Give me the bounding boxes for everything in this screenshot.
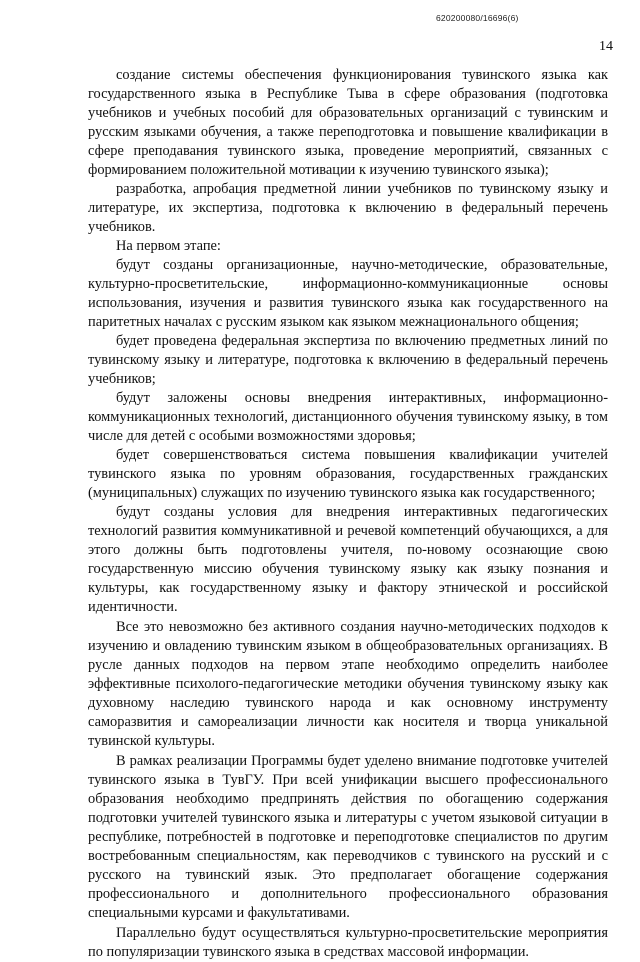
paragraph: Все это невозможно без активного создания научно-методических подходов к изучению и овладению тувинским языком в общеобразовательных организациях. В русле данных подходов на первом этапе необходимо определить наиболее эффективные психолого-педагогические методики обучения тувинскому языку как духовному наследию тувинского народа и как основному инструменту саморазвития и самореализации личности как носителя и творца уникальной тувинской культуры. [88,619,608,749]
page-number: 14 [599,39,613,54]
paragraph: будут заложены основы внедрения интерактивных, информационно-коммуникационных технологий, дистанционного обучения тувинскому языку, в том числе для детей с особыми возможностями здоровья; [88,390,608,444]
paragraph: будут созданы условия для внедрения интерактивных педагогических технологий развития коммуникативной и речевой компетенций обучающихся, а для этого должны быть подготовлены учителя, по-новому осознающие свою государственную миссию обучения тувинскому языку как языку познания и культуры, как государственному языку и фактору этнической и российской идентичности. [88,504,608,615]
paragraph: будет проведена федеральная экспертиза по включению предметных линий по тувинскому языку и литературе, подготовка к включению в федеральный перечень учебников; [88,333,608,387]
paragraph: На первом этапе: [116,238,221,254]
paragraph: будет совершенствоваться система повышения квалификации учителей тувинского языка по уровням образования, государственных гражданских (муниципальных) служащих по изучению тувинского языка как государственного; [88,447,608,501]
paragraph: создание системы обеспечения функционирования тувинского языка как государственного языка в Республике Тыва в сфере образования (подготовка учебников и учебных пособий для образовательных организаций с тувинским и русским языками обучения, а также переподготовка и повышение квалификации в сфере преподавания тувинского языка, проведение мероприятий, связанных с формированием положительной мотивации к изучению тувинского языка); [88,67,608,178]
paragraph: разработка, апробация предметной линии учебников по тувинскому языку и литературе, их экспертиза, подготовка к включению в федеральный перечень учебников. [88,181,608,235]
paragraph: будут созданы организационные, научно-методические, образовательные, культурно-просветительские, информационно-коммуникационные основы использования, изучения и развития тувинского языка как государственного на паритетных началах с русским языком как языком межнационального общения; [88,257,608,330]
paragraph: Параллельно будут осуществляться культурно-просветительские мероприятия по популяризации тувинского языка в средствах массовой информации. [88,925,608,960]
document-id: 620200080/16696(6) [436,13,519,23]
document-body [88,66,608,962]
paragraph: В рамках реализации Программы будет уделено внимание подготовке учителей тувинского языка в ТувГУ. При всей унификации высшего профессионального образования необходимо предпринять действия по обогащению содержания подготовки учителей тувинского языка и литературы с учетом языковой ситуации в республике, потребностей в подготовке и переподготовке специалистов по другим востребованным специальностям, как переводчиков с тувинского на русский и с русского на тувинский язык. Это предполагает обогащение содержания профессионального и дополнительного профессионального образования специальными курсами и факультативами. [88,753,608,921]
